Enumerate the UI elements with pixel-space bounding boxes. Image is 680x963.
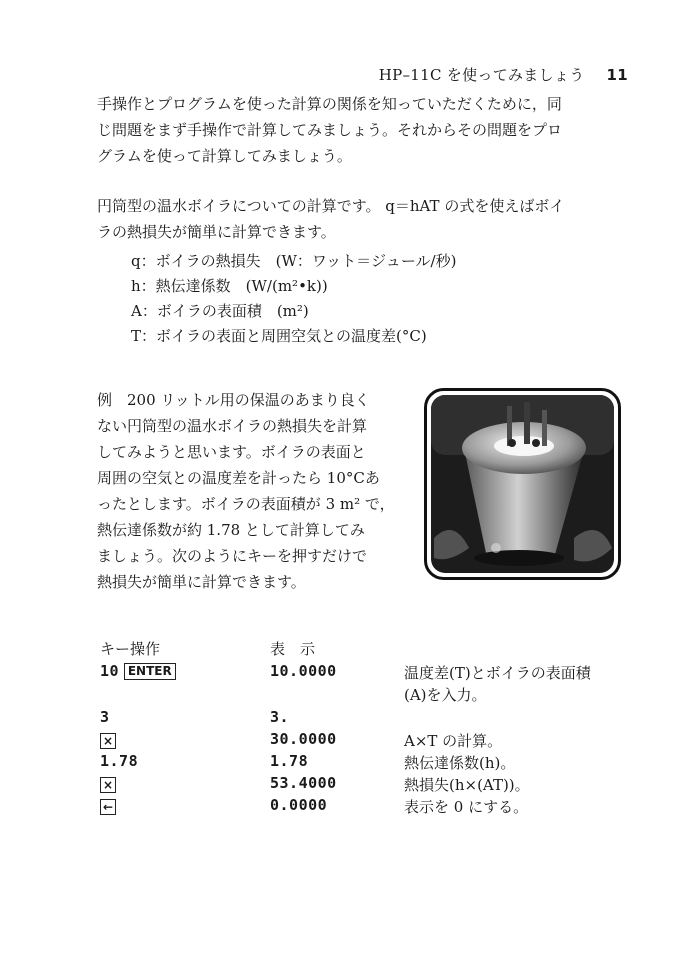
display-value: 1.78 bbox=[270, 752, 309, 770]
display-value: 53.4000 bbox=[270, 774, 337, 792]
key-cell bbox=[100, 730, 116, 749]
header-keys: キー操作 bbox=[100, 640, 161, 658]
key-digits: 1.78 bbox=[100, 752, 139, 770]
running-header bbox=[379, 64, 628, 85]
backspace-key-icon: ← bbox=[100, 799, 116, 815]
definition-h: h：熱伝達係数 (W/(m²•k)) bbox=[131, 277, 328, 295]
problem-paragraph bbox=[97, 193, 637, 245]
table-row bbox=[100, 708, 660, 730]
example-line: ましょう。次のようにキーを押すだけで bbox=[97, 547, 368, 565]
row-note: 温度差(T)とボイラの表面積 bbox=[404, 664, 591, 682]
intro-line: グラムを使って計算してみましょう。 bbox=[97, 147, 352, 165]
display-value: 0.0000 bbox=[270, 796, 328, 814]
header-title: HP–11C を使ってみましょう bbox=[378, 66, 585, 84]
table-row bbox=[100, 662, 660, 684]
problem-line: ラの熱損失が簡単に計算できます。 bbox=[97, 223, 336, 241]
example-line: 熱損失が簡単に計算できます。 bbox=[97, 573, 306, 591]
key-cell bbox=[100, 662, 176, 680]
intro-line: じ問題をまず手操作で計算してみましょう。それからその問題をプロ bbox=[97, 121, 563, 139]
definition-a: A：ボイラの表面積 (m²) bbox=[131, 302, 309, 320]
table-row bbox=[100, 752, 660, 774]
key-digits: 10 bbox=[100, 662, 120, 680]
example-line: 熱伝達係数が約 1.78 として計算してみ bbox=[97, 521, 365, 539]
row-note: 表示を 0 にする。 bbox=[404, 798, 529, 816]
table-header-row bbox=[100, 638, 660, 662]
table-row bbox=[100, 774, 660, 796]
variable-definitions bbox=[131, 249, 456, 349]
example-paragraph bbox=[97, 387, 417, 595]
display-value: 3. bbox=[270, 708, 290, 726]
row-note: (A)を入力。 bbox=[404, 686, 487, 704]
row-note: A×T の計算。 bbox=[404, 732, 503, 750]
keystroke-table bbox=[100, 638, 660, 818]
table-row-continued bbox=[100, 684, 660, 708]
table-row bbox=[100, 796, 660, 818]
row-note: 熱伝達係数(h)。 bbox=[404, 754, 516, 772]
example-line: してみようと思います。ボイラの表面と bbox=[97, 443, 366, 461]
example-line: 例 200 リットル用の保温のあまり良く bbox=[97, 391, 370, 409]
key-cell bbox=[100, 796, 116, 815]
key-cell bbox=[100, 774, 116, 793]
key-digits: 3 bbox=[100, 708, 110, 726]
example-line: ない円筒型の温水ボイラの熱損失を計算 bbox=[97, 417, 368, 435]
problem-line: 円筒型の温水ボイラについての計算です。 q＝hAT の式を使えばボイ bbox=[97, 197, 565, 215]
header-display: 表 示 bbox=[270, 640, 316, 658]
intro-paragraph bbox=[97, 91, 637, 169]
table-row bbox=[100, 730, 660, 752]
definition-q: q：ボイラの熱損失 (W：ワット＝ジュール/秒) bbox=[131, 252, 457, 270]
page-number: 11 bbox=[606, 66, 628, 84]
multiply-key-icon: × bbox=[100, 733, 116, 749]
display-value: 30.0000 bbox=[270, 730, 337, 748]
multiply-key-icon: × bbox=[100, 777, 116, 793]
definition-t: T：ボイラの表面と周囲空気との温度差(°C) bbox=[131, 327, 427, 345]
example-line: 周囲の空気との温度差を計ったら 10°Cあ bbox=[97, 469, 380, 487]
row-note: 熱損失(h×(AT))。 bbox=[404, 776, 530, 794]
boiler-photo bbox=[424, 388, 621, 580]
intro-line: 手操作とプログラムを使った計算の関係を知っていただくために，同 bbox=[97, 95, 562, 113]
enter-key: ENTER bbox=[124, 663, 176, 680]
display-value: 10.0000 bbox=[270, 662, 337, 680]
example-line: ったとします。ボイラの表面積が 3 m² で， bbox=[97, 495, 395, 513]
